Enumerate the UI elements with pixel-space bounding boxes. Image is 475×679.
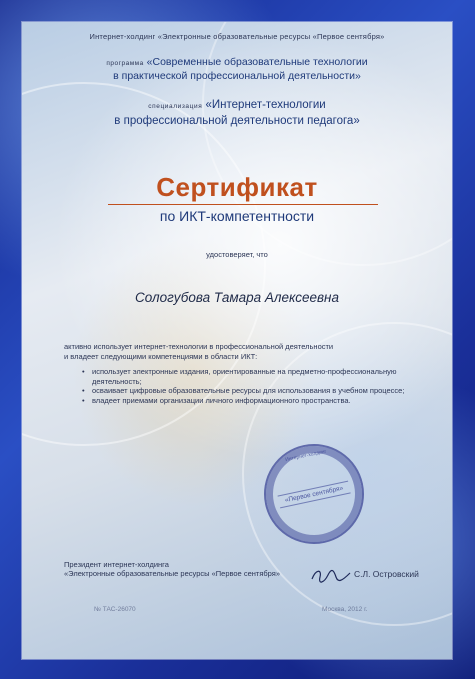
competency-list (82, 367, 424, 405)
signer-name: С.Л. Островский (354, 569, 419, 579)
intro-line2: и владеет следующими компетенциями в области ИКТ: (64, 351, 258, 361)
program-line1: «Современные образовательные технологии (146, 56, 368, 68)
city-date: Москва, 2012 г. (322, 606, 368, 613)
certificate-sheet (22, 22, 452, 659)
list-item: • осваивает цифровые образовательные ресурсы для использования в учебном процессе; (82, 386, 424, 396)
program-line2: в практической профессиональной деятельности» (113, 70, 361, 82)
stamp-ring-text: Интернет-холдинг (284, 448, 327, 464)
registration-number: № ТАС-26070 (94, 606, 136, 613)
certificate-subtitle: по ИКТ-компетентности (159, 208, 315, 224)
president-title (64, 560, 280, 578)
program-block (22, 56, 452, 82)
title-underline (108, 204, 378, 205)
program-label: программа (106, 60, 144, 67)
competency-text (64, 342, 424, 405)
president-line2: «Электронные образовательные ресурсы «Первое сентября» (64, 569, 280, 578)
specialization-line1: «Интернет-технологии (205, 99, 326, 111)
list-item: • использует электронные издания, ориентированные на предметно-профессиональную деятельность; (82, 367, 424, 386)
list-item: • владеет приемами организации личного информационного пространства. (82, 396, 424, 406)
handwritten-signature (310, 567, 352, 585)
specialization-line2: в профессиональной деятельности педагога» (114, 115, 360, 127)
holding-header: Интернет-холдинг «Электронные образовательные ресурсы «Первое сентября» (89, 32, 385, 41)
intro-line1: активно использует интернет-технологии в профессиональной деятельности (64, 342, 334, 351)
certificate-title: Сертификат (156, 172, 318, 202)
recipient-name: Сологубова Тамара Алексеевна (135, 290, 339, 305)
specialization-label: специализация (148, 103, 203, 110)
certifies-text: удостоверяет, что (206, 250, 268, 259)
president-line1: Президент интернет-холдинга (64, 560, 169, 569)
specialization-block (22, 98, 452, 128)
stamp-center-text: «Первое сентября» (278, 481, 351, 509)
